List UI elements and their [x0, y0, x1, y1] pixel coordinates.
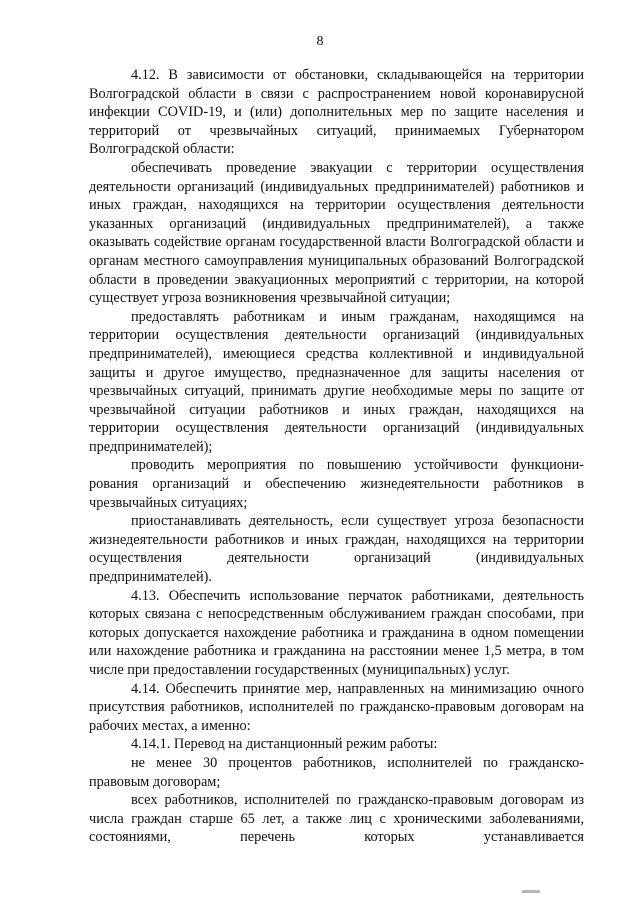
paragraph-4-14-1: 4.14.1. Перевод на дистанционный режим работы:: [131, 736, 438, 753]
document-body: [89, 66, 584, 847]
paragraph-4-14: 4.14. Обеспечить принятие мер, направленных на минимизацию очного присутствия работников, исполнителей по гражданско-правовым договорам на рабочих местах, а именно:: [89, 680, 584, 734]
scan-mark: [522, 890, 540, 893]
paragraph-evacuation: обеспечивать проведение эвакуации с территории осуществления деятельности организаций (индивидуальных предпринимателей) работников и иных граждан, находящихся на территории осуществления деятельности указанных организаций (индивидуальных предпринимателей), а также оказывать содействие органам государственной власти Волгоградской области и органам местного самоуправления муниципальных образований Волгоградской области в проведении эвакуационных мероприятий с территории, на которой существует угроза возникновения чрезвычайной ситуации;: [89, 159, 584, 307]
paragraph-over-65: всех работников, исполнителей по гражданско-правовым договорам из числа граждан старше 65 лет, а также лиц с хроническими заболеваниями, состояниями, перечень которых устанавливается: [89, 792, 584, 846]
paragraph-protection-means: предоставлять работникам и иным гражданам, находящимся на территории осуществления деятельности организаций (индивидуальных предпринимателей), имеющиеся средства коллективной и индивидуальной защиты и другое имущество, предназначенное для защиты населения от чрезвычайных ситуаций, принимать другие необходимые меры по защите от чрезвычайной ситуации работников и иных граждан, находящихся на территории осуществления деятельности организаций (индивидуальных предпринимателей);: [89, 308, 584, 455]
page-number: 8: [316, 34, 324, 49]
paragraph-stability-measures: проводить мероприятия по повышению устойчивости функциони-рования организаций и обеспечению жизнедеятельности работников в чрезвычайных ситуациях;: [89, 457, 584, 511]
paragraph-4-13: 4.13. Обеспечить использование перчаток работниками, деятельность которых связана с непосредственным обслуживанием граждан способами, при которых допускается нахождение работника и гражданина в одном помещении или нахождение работника и гражданина на расстоянии менее 1,5 метра, в том числе при предоставлении государственных (муниципальных) услуг.: [89, 587, 584, 678]
paragraph-4-12: 4.12. В зависимости от обстановки, складывающейся на территории Волгоградской области в связи с распространением новой коронавирусной инфекции COVID-19, и (или) дополнительных мер по защите населения и территорий от чрезвычайных ситуаций, принимаемых Губернатором Волгоградской области:: [89, 67, 584, 158]
paragraph-30-percent: не менее 30 процентов работников, исполнителей по гражданско-правовым договорам;: [89, 754, 584, 790]
paragraph-suspend-activity: приостанавливать деятельность, если существует угроза безопасности жизнедеятельности работников и иных граждан, находящихся на территории осуществления деятельности организаций (индивидуальных предпринимателей).: [89, 513, 584, 586]
